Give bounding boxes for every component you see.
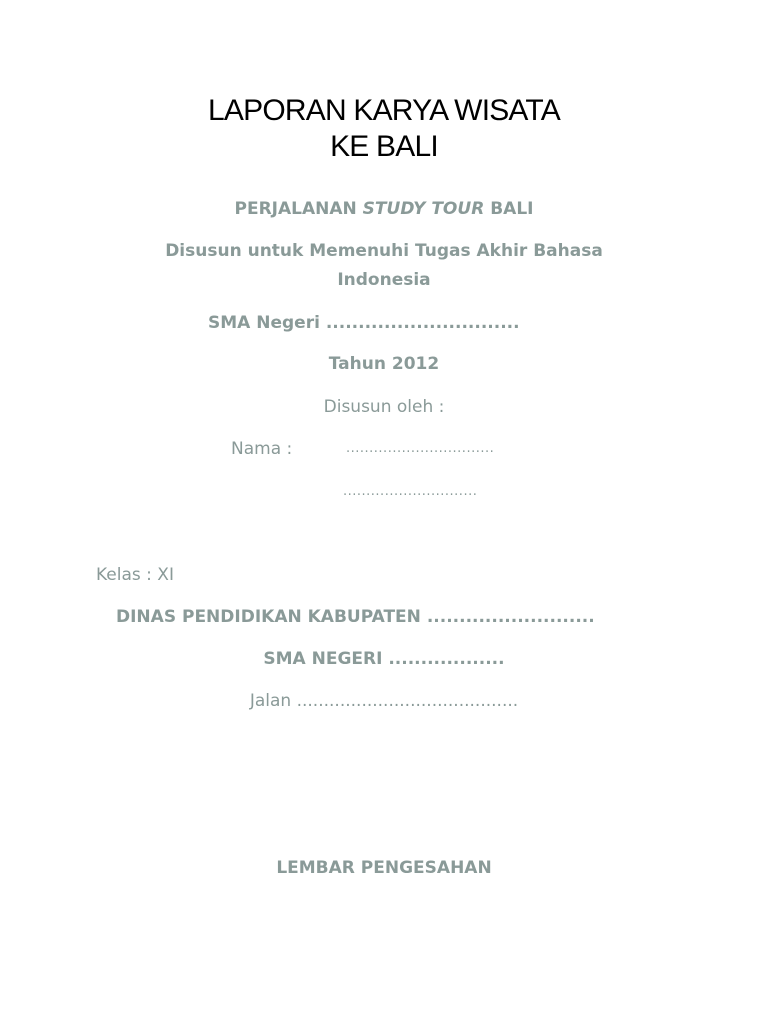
subtitle-prefix: PERJALANAN bbox=[234, 199, 363, 219]
trip-subtitle bbox=[0, 199, 768, 219]
class-value: : XI bbox=[140, 565, 174, 585]
school-line: SMA Negeri .............................. bbox=[208, 313, 520, 333]
subtitle-emphasis: STUDY TOUR bbox=[362, 199, 485, 219]
name-label: Nama : bbox=[231, 439, 293, 459]
name-value-line1: ................................ bbox=[346, 441, 495, 456]
subtitle-suffix: BALI bbox=[484, 199, 534, 219]
name-value-line2: ............................. bbox=[343, 484, 478, 499]
prepared-by-label: Disusun oleh : bbox=[323, 397, 445, 417]
year-line: Tahun 2012 bbox=[328, 354, 440, 374]
school-upper-line: SMA NEGERI .................. bbox=[263, 649, 505, 669]
class-line bbox=[96, 565, 174, 585]
address-line: Jalan ......................................... bbox=[249, 691, 519, 711]
purpose-line2: Indonesia bbox=[337, 270, 431, 290]
class-label: Kelas bbox=[96, 565, 141, 585]
purpose-line1: Disusun untuk Memenuhi Tugas Akhir Bahasa bbox=[165, 241, 603, 261]
approval-heading: LEMBAR PENGESAHAN bbox=[276, 858, 492, 878]
document-title-line1: LAPORAN KARYA WISATA bbox=[208, 94, 560, 127]
agency-line: DINAS PENDIDIKAN KABUPATEN .......................... bbox=[116, 607, 595, 627]
document-title-line2: KE BALI bbox=[330, 130, 438, 163]
